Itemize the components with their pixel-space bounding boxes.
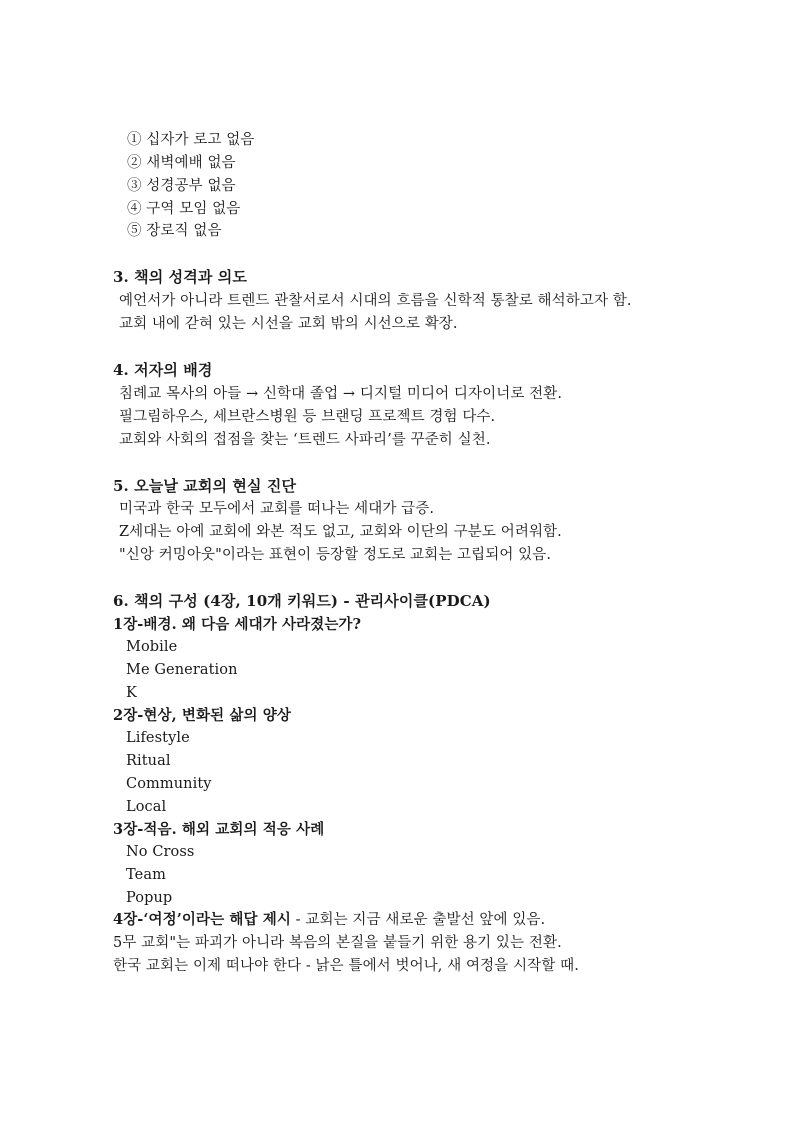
keyword-item: Lifestyle xyxy=(126,730,190,746)
keyword-item: Community xyxy=(126,776,212,792)
chapter-4-line xyxy=(113,910,545,930)
paragraph-line: 교회 내에 갇혀 있는 시선을 교회 밖의 시선으로 확장. xyxy=(119,316,458,332)
list-item: ⑤ 장로직 없음 xyxy=(127,223,222,239)
section-heading: 6. 책의 구성 (4장, 10개 키워드) - 관리사이클(PDCA) xyxy=(113,592,491,610)
section-heading: 5. 오늘날 교회의 현실 진단 xyxy=(113,477,297,495)
list-item: ① 십자가 로고 없음 xyxy=(127,132,255,148)
list-item: ② 새벽예배 없음 xyxy=(127,155,236,171)
paragraph-line: 침례교 목사의 아들 → 신학대 졸업 → 디지털 미디어 디자이너로 전환. xyxy=(119,386,563,402)
section-heading: 4. 저자의 배경 xyxy=(113,361,213,379)
paragraph-line: 필그림하우스, 세브란스병원 등 브랜딩 프로젝트 경험 다수. xyxy=(119,409,496,425)
paragraph-line: 5무 교회"는 파괴가 아니라 복음의 본질을 붙들기 위한 용기 있는 전환. xyxy=(113,935,562,951)
chapter-title: 2장-현상, 변화된 삶의 양상 xyxy=(113,707,291,724)
keyword-item: Ritual xyxy=(126,753,171,769)
paragraph-line: 한국 교회는 이제 떠나야 한다 - 낡은 틀에서 벗어나, 새 여정을 시작할 때. xyxy=(113,958,579,974)
section-heading: 3. 책의 성격과 의도 xyxy=(113,268,247,286)
list-item: ③ 성경공부 없음 xyxy=(127,178,236,194)
paragraph-line: 미국과 한국 모두에서 교회를 떠나는 세대가 급증. xyxy=(119,501,435,517)
chapter-summary: - 교회는 지금 새로운 출발선 앞에 있음. xyxy=(290,912,546,928)
keyword-item: Team xyxy=(126,867,166,883)
chapter-title: 3장-적음. 해외 교회의 적응 사례 xyxy=(113,821,325,838)
paragraph-line: 예언서가 아니라 트렌드 관찰서로서 시대의 흐름을 신학적 통찰로 해석하고자 함. xyxy=(119,293,632,309)
keyword-item: K xyxy=(126,685,137,701)
chapter-title: 4장-‘여정’이라는 해답 제시 xyxy=(113,911,291,928)
chapter-title: 1장-배경. 왜 다음 세대가 사라졌는가? xyxy=(113,616,362,633)
keyword-item: Mobile xyxy=(126,639,178,655)
keyword-item: No Cross xyxy=(126,844,195,860)
paragraph-line: Z세대는 아예 교회에 와본 적도 없고, 교회와 이단의 구분도 어려워함. xyxy=(119,524,562,540)
paragraph-line: 교회와 사회의 접점을 찾는 ‘트렌드 사파리’를 꾸준히 실천. xyxy=(119,432,491,448)
list-item: ④ 구역 모임 없음 xyxy=(127,201,241,217)
paragraph-line: "신앙 커밍아웃"이라는 표현이 등장할 정도로 교회는 고립되어 있음. xyxy=(119,547,552,563)
keyword-item: Popup xyxy=(126,890,173,906)
keyword-item: Me Generation xyxy=(126,662,238,678)
keyword-item: Local xyxy=(126,799,167,815)
